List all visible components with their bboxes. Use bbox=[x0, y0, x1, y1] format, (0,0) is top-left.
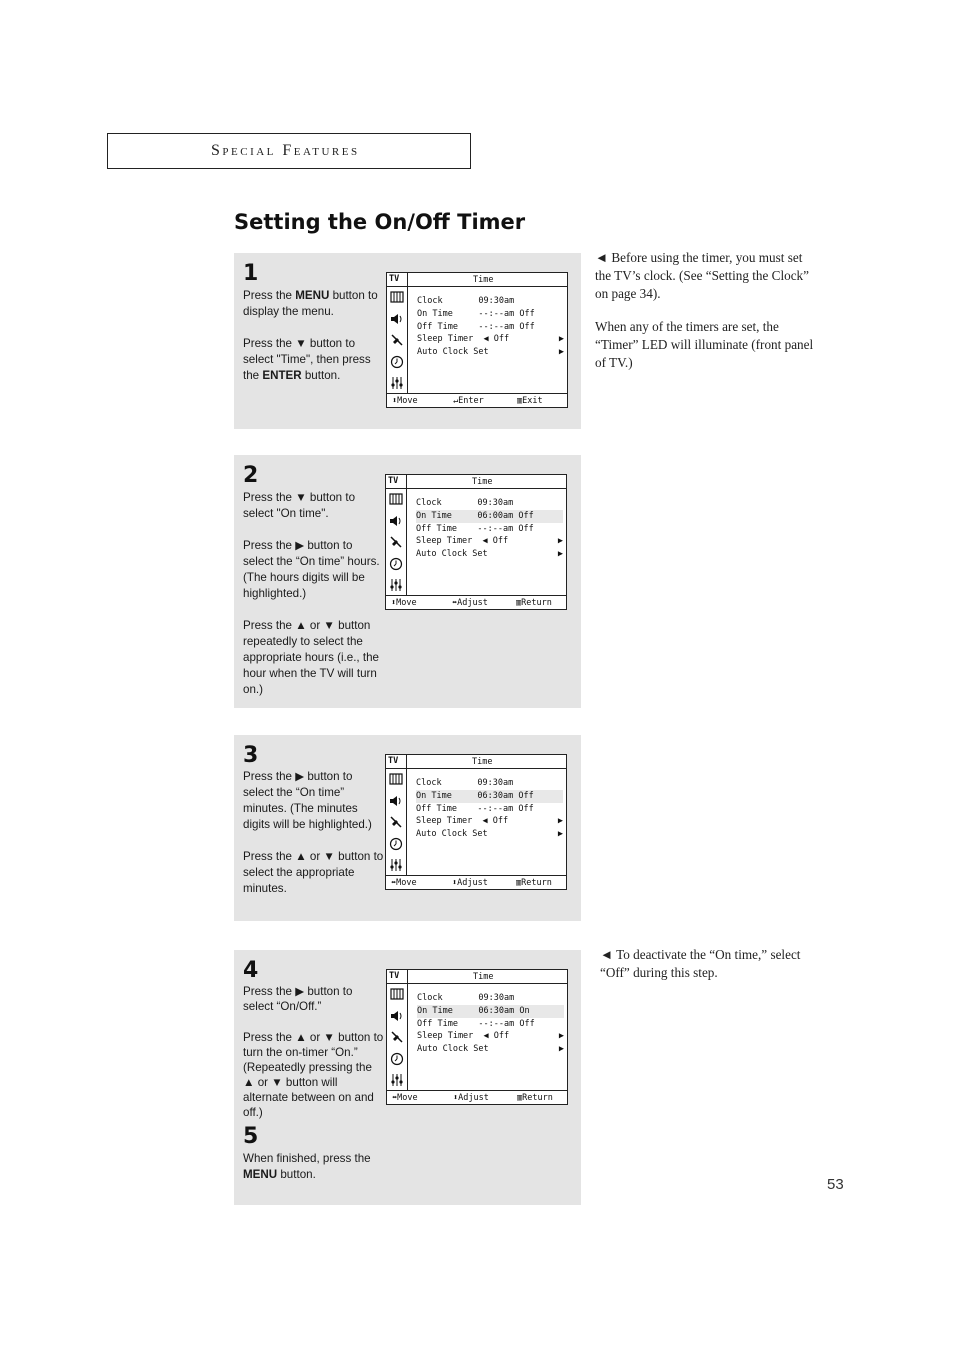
right-arrow-icon: ▶ bbox=[558, 1031, 564, 1042]
osd-menu-row bbox=[417, 321, 564, 334]
right-arrow-icon: ▶ bbox=[557, 549, 563, 560]
osd-footer bbox=[386, 595, 567, 610]
osd-tv-label: TV bbox=[388, 476, 399, 486]
osd-footer-hint: ▥Return bbox=[516, 598, 552, 608]
osd-row-label: On Time 06:00am Off bbox=[416, 510, 534, 521]
osd-row-label: Clock 09:30am bbox=[417, 993, 515, 1003]
osd-row-label: On Time 06:30am On bbox=[417, 1005, 530, 1016]
step-text bbox=[243, 769, 385, 913]
osd-menu-row bbox=[416, 523, 563, 536]
osd-tv-label: TV bbox=[389, 274, 400, 284]
osd-footer-hint: ⬍Adjust bbox=[452, 878, 488, 888]
page-number: 53 bbox=[827, 1176, 844, 1193]
instruction-paragraph: When finished, press the MENU button. bbox=[243, 1152, 371, 1181]
tv-menu-screen bbox=[385, 754, 567, 890]
osd-row-label: Sleep Timer ◀ Off bbox=[416, 536, 509, 547]
osd-menu-title: Time bbox=[473, 275, 494, 285]
tv-menu-screen bbox=[386, 969, 568, 1105]
picture-icon bbox=[390, 290, 404, 304]
note-paragraph: When any of the timers are set, the “Timer” LED will illuminate (front panel of TV.) bbox=[595, 319, 814, 370]
osd-row-label: Clock 09:30am bbox=[416, 778, 514, 788]
osd-footer-hint: ▥Return bbox=[517, 1093, 553, 1103]
section-header-box bbox=[107, 133, 471, 169]
osd-menu-row bbox=[416, 497, 563, 510]
osd-row-label: Sleep Timer ◀ Off bbox=[417, 334, 510, 345]
instruction-paragraph: Press the ▲ or ▼ button to select the appropriate minutes. bbox=[243, 850, 384, 895]
step-text bbox=[243, 288, 385, 400]
step-panel-2 bbox=[234, 455, 581, 708]
step-number: 1 bbox=[243, 261, 259, 286]
side-note-step4 bbox=[600, 946, 810, 997]
osd-footer-hint: ⬍Adjust bbox=[453, 1093, 489, 1103]
osd-menu-rows bbox=[417, 295, 564, 359]
osd-divider bbox=[387, 286, 568, 287]
osd-row-label: Off Time --:--am Off bbox=[417, 1018, 535, 1029]
setup-icon bbox=[390, 1073, 404, 1087]
picture-icon bbox=[389, 772, 403, 786]
osd-menu-row bbox=[417, 1005, 564, 1018]
osd-footer bbox=[387, 1090, 568, 1105]
osd-menu-row bbox=[416, 815, 563, 828]
right-arrow-icon: ▶ bbox=[558, 334, 564, 345]
osd-row-label: Off Time --:--am Off bbox=[416, 523, 534, 534]
picture-icon bbox=[390, 987, 404, 1001]
osd-footer bbox=[387, 393, 568, 408]
osd-footer bbox=[386, 875, 567, 890]
clock-icon bbox=[390, 1052, 404, 1066]
sound-icon bbox=[390, 1009, 404, 1023]
osd-menu-row bbox=[416, 777, 563, 790]
step-number: 3 bbox=[243, 743, 259, 768]
osd-row-label: Off Time --:--am Off bbox=[417, 321, 535, 332]
right-arrow-icon: ▶ bbox=[557, 816, 563, 827]
sound-icon bbox=[389, 794, 403, 808]
osd-menu-rows bbox=[416, 777, 563, 841]
channel-icon bbox=[390, 1030, 404, 1044]
osd-menu-rows bbox=[417, 992, 564, 1056]
instruction-paragraph: Press the ▲ or ▼ button to turn the on-timer “On.” (Repeatedly pressing the ▲ or ▼ button will alternate between on and off.) bbox=[243, 1031, 384, 1119]
osd-menu-title: Time bbox=[473, 972, 494, 982]
osd-menu-row bbox=[417, 1043, 564, 1056]
right-arrow-icon: ▶ bbox=[558, 1044, 564, 1055]
osd-menu-row bbox=[416, 828, 563, 841]
clock-icon bbox=[389, 837, 403, 851]
osd-footer-hint: ↵Enter bbox=[453, 396, 484, 406]
channel-icon bbox=[390, 333, 404, 347]
osd-menu-title: Time bbox=[472, 757, 493, 767]
osd-menu-row bbox=[417, 333, 564, 346]
right-arrow-icon: ▶ bbox=[557, 829, 563, 840]
osd-menu-row bbox=[416, 535, 563, 548]
osd-footer-hint: ⬍Move bbox=[392, 396, 418, 406]
picture-icon bbox=[389, 492, 403, 506]
setup-icon bbox=[389, 578, 403, 592]
osd-menu-row bbox=[417, 1030, 564, 1043]
osd-row-label: Sleep Timer ◀ Off bbox=[416, 816, 509, 827]
step-panel-3 bbox=[234, 735, 581, 921]
osd-menu-row bbox=[417, 992, 564, 1005]
osd-menu-row bbox=[416, 790, 563, 803]
page-title: Setting the On/Off Timer bbox=[234, 210, 526, 234]
instruction-paragraph: Press the ▶ button to select “On/Off.” bbox=[243, 985, 353, 1013]
osd-menu-row bbox=[416, 510, 563, 523]
step-text bbox=[243, 984, 385, 1136]
step-number: 4 bbox=[243, 958, 259, 983]
note-paragraph: ◄ To deactivate the “On time,” select “Off” during this step. bbox=[600, 947, 801, 980]
osd-menu-row bbox=[416, 548, 563, 561]
step-panel-4-5 bbox=[234, 950, 581, 1205]
osd-row-label: Off Time --:--am Off bbox=[416, 803, 534, 814]
osd-footer-hint: ⬌Adjust bbox=[452, 598, 488, 608]
right-arrow-icon: ▶ bbox=[557, 536, 563, 547]
step-number: 2 bbox=[243, 463, 259, 488]
osd-row-label: Clock 09:30am bbox=[416, 498, 514, 508]
osd-row-label: On Time 06:30am Off bbox=[416, 790, 534, 801]
instruction-paragraph: Press the ▶ button to select the “On time” minutes. (The minutes digits will be highlighted.) bbox=[243, 770, 372, 831]
osd-row-label: Auto Clock Set bbox=[416, 829, 488, 840]
osd-divider bbox=[386, 768, 567, 769]
osd-tv-label: TV bbox=[388, 756, 399, 766]
channel-icon bbox=[389, 815, 403, 829]
instruction-paragraph: Press the ▼ button to select "On time". bbox=[243, 491, 356, 520]
sound-icon bbox=[390, 312, 404, 326]
step-number: 5 bbox=[243, 1124, 259, 1149]
setup-icon bbox=[389, 858, 403, 872]
osd-divider bbox=[387, 983, 568, 984]
osd-row-label: Sleep Timer ◀ Off bbox=[417, 1031, 510, 1042]
osd-row-label: Clock 09:30am bbox=[417, 296, 515, 306]
step-text bbox=[243, 490, 385, 714]
channel-icon bbox=[389, 535, 403, 549]
setup-icon bbox=[390, 376, 404, 390]
osd-footer-hint: ▥Return bbox=[516, 878, 552, 888]
instruction-paragraph: Press the ▶ button to select the “On time” hours. (The hours digits will be highlighted.) bbox=[243, 539, 380, 600]
clock-icon bbox=[390, 355, 404, 369]
note-paragraph: ◄ Before using the timer, you must set the TV’s clock. (See “Setting the Clock” on page 34). bbox=[595, 250, 809, 301]
osd-menu-row bbox=[417, 308, 564, 321]
osd-row-label: Auto Clock Set bbox=[416, 549, 488, 560]
side-note-top bbox=[595, 249, 821, 387]
osd-menu-title: Time bbox=[472, 477, 493, 487]
osd-menu-row bbox=[417, 295, 564, 308]
step-text bbox=[243, 1151, 393, 1199]
osd-divider bbox=[386, 488, 567, 489]
osd-row-label: Auto Clock Set bbox=[417, 1044, 489, 1055]
osd-footer-hint: ⬌Move bbox=[391, 878, 417, 888]
section-header-title: Special Features bbox=[211, 142, 360, 159]
osd-menu-rows bbox=[416, 497, 563, 561]
step-panel-1 bbox=[234, 253, 581, 429]
clock-icon bbox=[389, 557, 403, 571]
sound-icon bbox=[389, 514, 403, 528]
osd-menu-row bbox=[416, 803, 563, 816]
tv-menu-screen bbox=[386, 272, 568, 408]
right-arrow-icon: ▶ bbox=[558, 347, 564, 358]
osd-footer-hint: ⬍Move bbox=[391, 598, 417, 608]
instruction-paragraph: Press the ▼ button to select "Time", then press the ENTER button. bbox=[243, 337, 371, 382]
osd-tv-label: TV bbox=[389, 971, 400, 981]
instruction-paragraph: Press the MENU button to display the menu. bbox=[243, 289, 378, 318]
osd-row-label: On Time --:--am Off bbox=[417, 308, 535, 319]
instruction-paragraph: Press the ▲ or ▼ button repeatedly to select the appropriate hours (i.e., the hour when the TV will turn on.) bbox=[243, 619, 379, 696]
osd-footer-hint: ▥Exit bbox=[517, 396, 543, 406]
tv-menu-screen bbox=[385, 474, 567, 610]
osd-row-label: Auto Clock Set bbox=[417, 347, 489, 358]
osd-footer-hint: ⬌Move bbox=[392, 1093, 418, 1103]
osd-menu-row bbox=[417, 1018, 564, 1031]
osd-menu-row bbox=[417, 346, 564, 359]
